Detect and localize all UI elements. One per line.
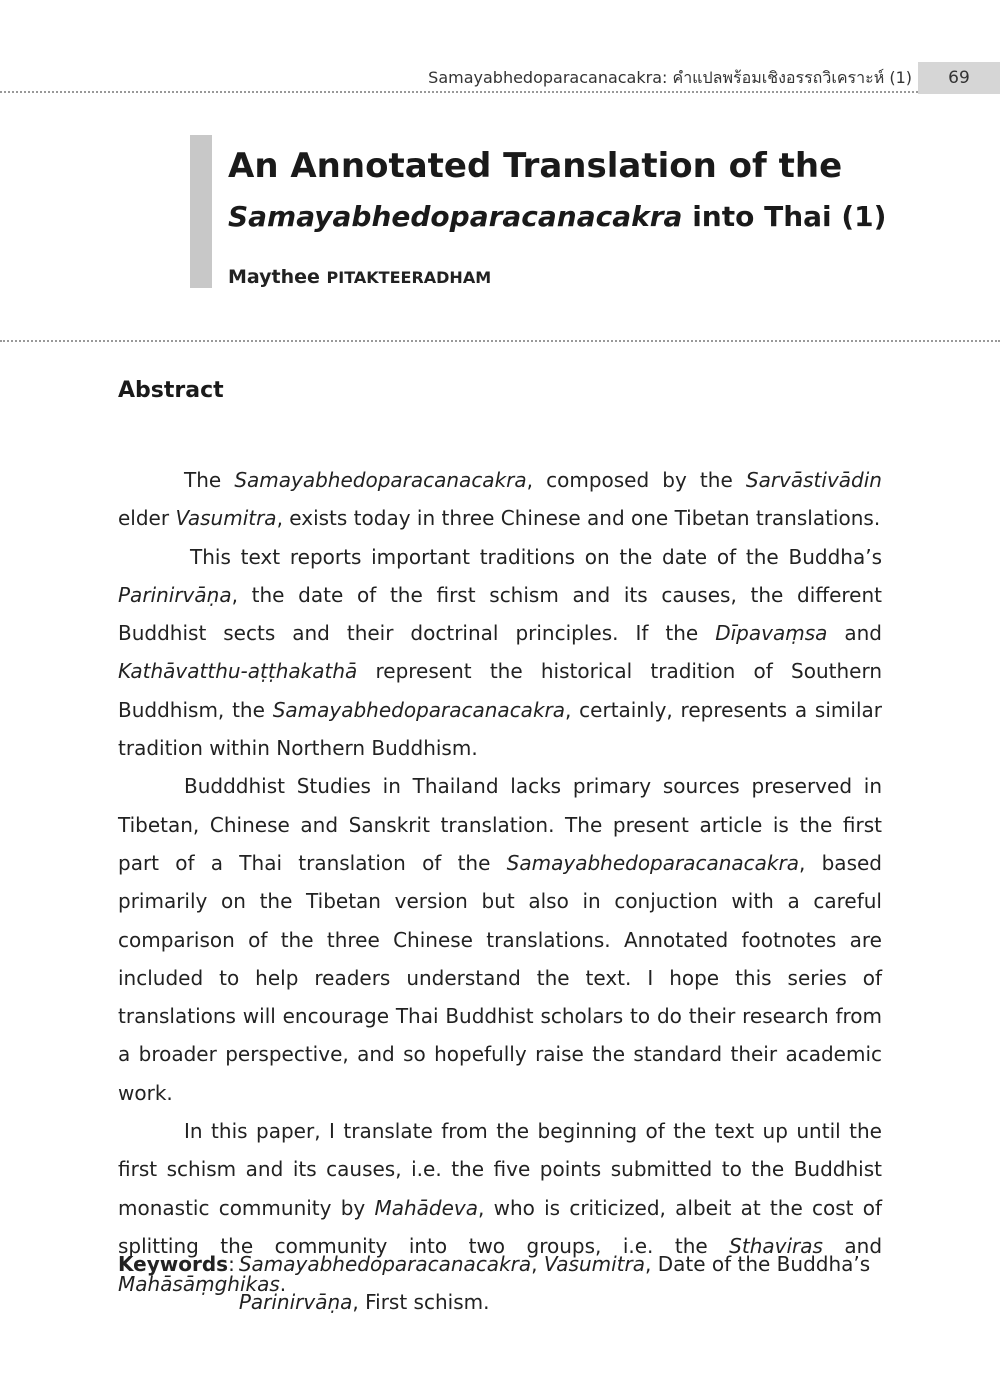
running-head-title: Samayabhedoparacanacakra: คำแปลพร้อมเชิงอรรถวิเคราะห์ (1) <box>428 68 912 87</box>
italic-run: Sarvāstivādin <box>745 468 882 492</box>
abstract-paragraph-1 <box>118 461 882 538</box>
italic-run: Sthaviras <box>729 1233 823 1258</box>
text-run: Budddhist Studies in Thailand lacks primary sources preserved in Tibetan, Chinese and Sanskrit translation. The present article is the first part of a Thai translation of the <box>118 774 882 875</box>
author-given-name: Maythee <box>228 266 327 288</box>
keywords-block <box>118 1245 882 1322</box>
keyword-item: Date of the Buddha’s <box>657 1252 871 1276</box>
article-title-line2 <box>228 200 886 233</box>
text-run: , exists today in three Chinese and one Tibetan translations. <box>276 506 881 531</box>
keywords-list <box>235 1245 882 1322</box>
title-dotted-rule <box>0 340 1000 342</box>
abstract-heading: Abstract <box>118 378 224 403</box>
text-run: and <box>827 621 883 646</box>
keywords-colon: : <box>228 1252 235 1276</box>
title-rest-text: into Thai (1) <box>682 200 887 233</box>
text-run: The <box>184 468 235 492</box>
text-run: , who is criticized, albeit at the cost of splitting the community into two groups, i.e. the <box>118 1195 882 1258</box>
keyword-item: Samayabhedoparacanacakra <box>238 1252 532 1276</box>
page-number: 69 <box>918 62 1000 94</box>
italic-run: Vasumitra <box>175 506 277 531</box>
italic-run: Samayabhedoparacanacakra <box>234 468 527 492</box>
keyword-item: Vasumitra <box>543 1252 645 1276</box>
keyword-item: Parinirvāṇa <box>238 1290 353 1315</box>
text-run: , based primarily on the Tibetan version but also in conjuction with a careful comparison of the three Chinese translations. Annotated footnotes are included to help readers understand the text. I hope this series of translations will encourage Thai Buddhist scholars to do their research from a broader perspective, and so hopefully raise the standard their academic work. <box>118 850 882 1105</box>
italic-run: Kathāvatthu-aṭṭhakathā <box>118 659 358 684</box>
italic-run: Dīpavaṃsa <box>715 621 828 646</box>
text-run: This text reports important traditions on the date of the Buddha’s <box>190 544 882 569</box>
text-run: and <box>822 1233 883 1258</box>
text-run: . <box>279 1272 287 1297</box>
keyword-separator: , <box>644 1252 658 1276</box>
text-run: In this paper, I translate from the beginning of the text up until the first schism and its causes, i.e. the five points submitted to the Buddhist monastic community by <box>118 1119 882 1220</box>
text-run: elder <box>118 506 176 531</box>
italic-run: Mahāsāṃghikas <box>118 1272 280 1297</box>
keyword-separator: , <box>531 1252 544 1276</box>
italic-run: Parinirvāṇa <box>118 582 232 607</box>
text-run: represent the historical tradition of Southern Buddhism, the <box>118 659 882 722</box>
text-run: , composed by the <box>526 468 746 492</box>
article-title-line1: An Annotated Translation of the <box>228 146 843 186</box>
abstract-paragraph-2 <box>118 538 882 768</box>
header-dotted-rule <box>0 91 918 93</box>
abstract-paragraph-3 <box>118 767 882 1112</box>
keywords-label-text: Keywords <box>118 1252 229 1276</box>
italic-run: Samayabhedoparacanacakra <box>506 850 799 875</box>
text-run: , certainly, represents a similar tradition within Northern Buddhism. <box>118 697 882 761</box>
keywords-row <box>118 1245 882 1322</box>
author-name <box>228 266 491 288</box>
italic-run: Samayabhedoparacanacakra <box>272 697 566 722</box>
keywords-label <box>118 1245 235 1322</box>
abstract-body <box>118 461 882 1304</box>
text-run: , the date of the first schism and its causes, the different Buddhist sects and their doctrinal principles. If the <box>118 582 882 646</box>
italic-run: Mahādeva <box>374 1195 479 1220</box>
title-accent-bar <box>190 135 212 288</box>
title-italic-text: Samayabhedoparacanacakra <box>228 200 683 233</box>
keyword-item: , First schism. <box>352 1290 490 1315</box>
author-family-name: PITAKTEERADHAM <box>326 268 492 287</box>
